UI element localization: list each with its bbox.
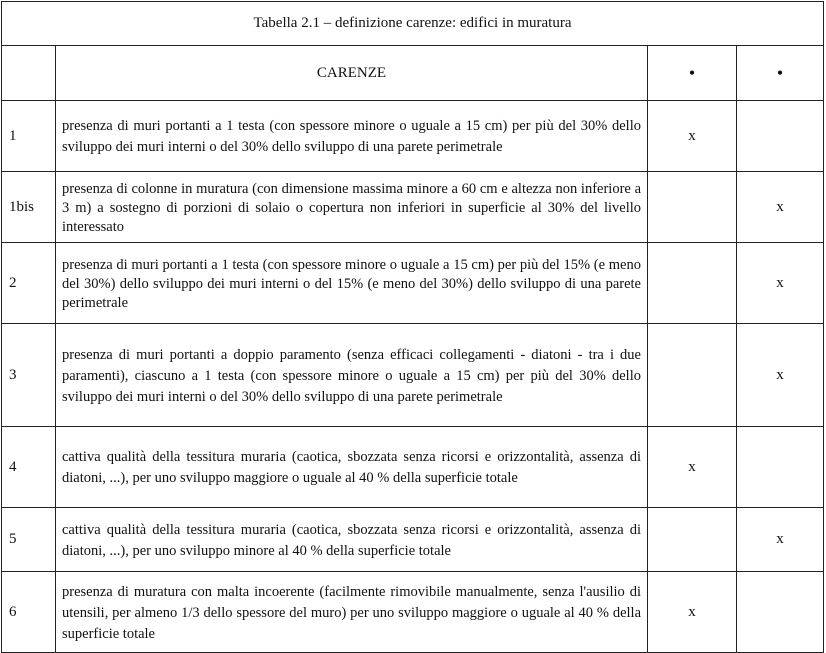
- header-carenze: CARENZE: [56, 46, 648, 101]
- row-mark-a: [648, 324, 737, 427]
- row-description: presenza di muri portanti a doppio paramento (senza efficaci collegamenti - diatoni - tra i due paramenti), ciascuno a 1 testa (con spessore minore o uguale a 15 cm) per più del 30% dello sviluppo dei muri interni o del 30% dello sviluppo di una parete perimetrale: [56, 324, 648, 427]
- row-mark-b: [737, 427, 824, 508]
- row-id: 3: [2, 324, 56, 427]
- row-description: presenza di colonne in muratura (con dimensione massima minore a 60 cm e altezza non inferiore a 3 m) a sostegno di porzioni di solaio o copertura non inferiori in superficie al 30% del livello interessato: [56, 172, 648, 243]
- table-row: [2, 508, 824, 572]
- row-mark-b: x: [737, 324, 824, 427]
- table-row: [2, 427, 824, 508]
- row-mark-b: x: [737, 243, 824, 324]
- table-row: [2, 101, 824, 172]
- row-mark-a: [648, 172, 737, 243]
- row-id: 1: [2, 101, 56, 172]
- row-id: 6: [2, 572, 56, 653]
- row-mark-b: x: [737, 172, 824, 243]
- row-id: 2: [2, 243, 56, 324]
- row-mark-b: x: [737, 508, 824, 572]
- header-empty-cell: [2, 46, 56, 101]
- header-bullet-b: •: [737, 46, 824, 101]
- row-id: 5: [2, 508, 56, 572]
- table-row: [2, 324, 824, 427]
- row-mark-a: x: [648, 572, 737, 653]
- row-description: cattiva qualità della tessitura muraria (caotica, sbozzata senza ricorsi e orizzontalità, assenza di diatoni, ...), per uno sviluppo minore al 40 % della superficie totale: [56, 508, 648, 572]
- table-row: [2, 572, 824, 653]
- row-description: cattiva qualità della tessitura muraria (caotica, sbozzata senza ricorsi e orizzontalità, assenza di diatoni, ...), per uno sviluppo maggiore o uguale al 40 % della superficie totale: [56, 427, 648, 508]
- row-id: 4: [2, 427, 56, 508]
- row-mark-a: x: [648, 427, 737, 508]
- row-mark-a: x: [648, 101, 737, 172]
- row-mark-b: [737, 101, 824, 172]
- caption-row: [2, 2, 824, 46]
- row-mark-b: [737, 572, 824, 653]
- row-mark-a: [648, 508, 737, 572]
- row-id: 1bis: [2, 172, 56, 243]
- table-caption: Tabella 2.1 – definizione carenze: edifici in muratura: [2, 2, 824, 46]
- table-row: [2, 243, 824, 324]
- row-description: presenza di muratura con malta incoerente (facilmente rimovibile manualmente, senza l'ausilio di utensili, per almeno 1/3 dello spessore del muro) per uno sviluppo maggiore o uguale al 40 % della superficie totale: [56, 572, 648, 653]
- row-description: presenza di muri portanti a 1 testa (con spessore minore o uguale a 15 cm) per più del 30% dello sviluppo dei muri interni o del 30% dello sviluppo di una parete perimetrale: [56, 101, 648, 172]
- row-description: presenza di muri portanti a 1 testa (con spessore minore o uguale a 15 cm) per più del 15% (e meno del 30%) dello sviluppo dei muri interni o del 15% (e meno del 30%) dello sviluppo di una parete perimetrale: [56, 243, 648, 324]
- header-row: [2, 46, 824, 101]
- row-mark-a: [648, 243, 737, 324]
- header-bullet-a: •: [648, 46, 737, 101]
- table-row: [2, 172, 824, 243]
- carenze-table: [1, 1, 824, 653]
